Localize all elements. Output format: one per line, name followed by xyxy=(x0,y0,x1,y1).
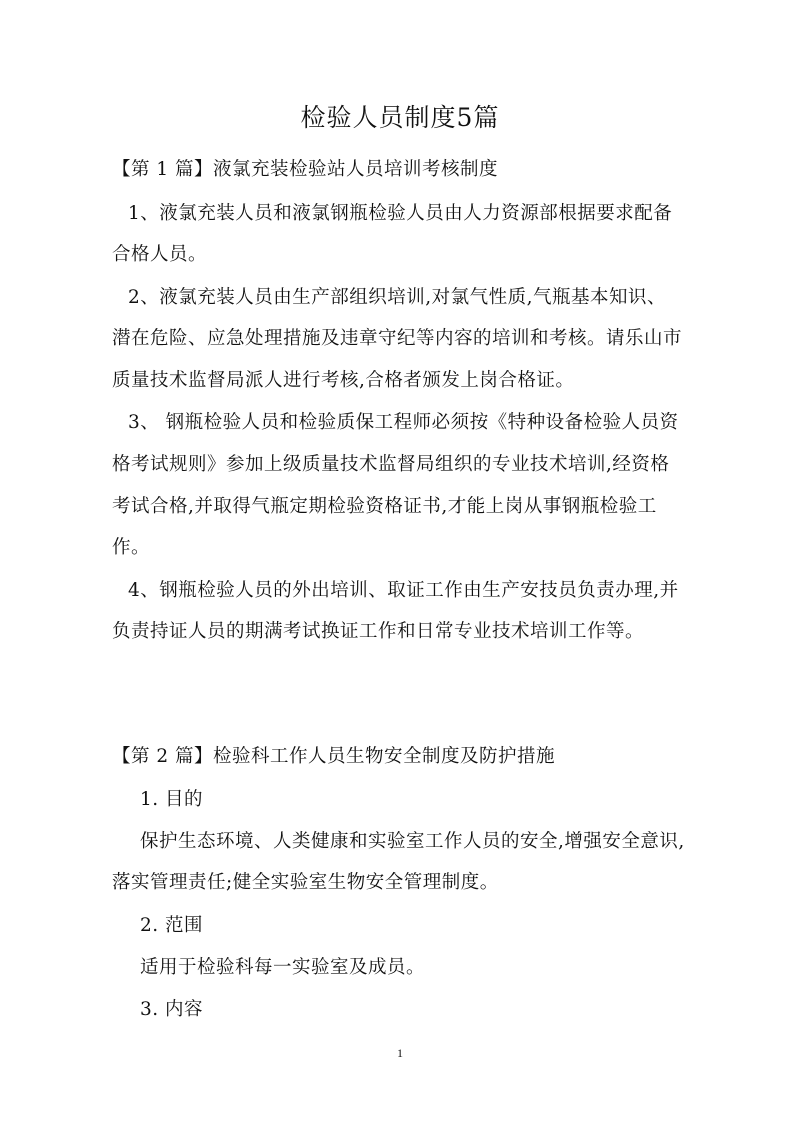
numbered-heading: 2. 范围 xyxy=(140,915,204,936)
paragraph-line: 合格人员。 xyxy=(112,244,208,265)
paragraph-line: 4、钢瓶检验人员的外出培训、取证工作由生产安技员负责办理,并 xyxy=(128,580,679,601)
paragraph-line: 1、液氯充装人员和液氯钢瓶检验人员由人力资源部根据要求配备 xyxy=(128,203,673,224)
paragraph-line: 质量技术监督局派人进行考核,合格者颁发上岗合格证。 xyxy=(112,370,575,391)
paragraph-line: 考试合格,并取得气瓶定期检验资格证书,才能上岗从事钢瓶检验工 xyxy=(112,496,657,517)
paragraph-line: 作。 xyxy=(112,537,151,558)
paragraph-line: 3、 钢瓶检验人员和检验质保工程师必须按《特种设备检验人员资 xyxy=(128,412,679,433)
paragraph-line: 格考试规则》参加上级质量技术监督局组织的专业技术培训,经资格 xyxy=(112,454,670,475)
paragraph-line: 潜在危险、应急处理措施及违章守纪等内容的培训和考核。请乐山市 xyxy=(112,328,683,349)
page-number: 1 xyxy=(397,1046,403,1060)
numbered-heading: 3. 内容 xyxy=(140,999,204,1020)
section-heading-part1: 【第 1 篇】液氯充装检验站人员培训考核制度 xyxy=(112,159,499,180)
paragraph-line: 2、液氯充装人员由生产部组织培训,对氯气性质,气瓶基本知识、 xyxy=(128,287,667,308)
document-title: 检验人员制度5篇 xyxy=(300,103,500,132)
paragraph-line: 适用于检验科每一实验室及成员。 xyxy=(140,957,426,978)
section-heading-part2: 【第 2 篇】检验科工作人员生物安全制度及防护措施 xyxy=(112,746,556,767)
paragraph-line: 负责持证人员的期满考试换证工作和日常专业技术培训工作等。 xyxy=(112,621,645,642)
numbered-heading: 1. 目的 xyxy=(140,789,204,810)
paragraph-line: 保护生态环境、人类健康和实验室工作人员的安全,增强安全意识, xyxy=(140,831,685,852)
paragraph-line: 落实管理责任;健全实验室生物安全管理制度。 xyxy=(112,872,499,893)
